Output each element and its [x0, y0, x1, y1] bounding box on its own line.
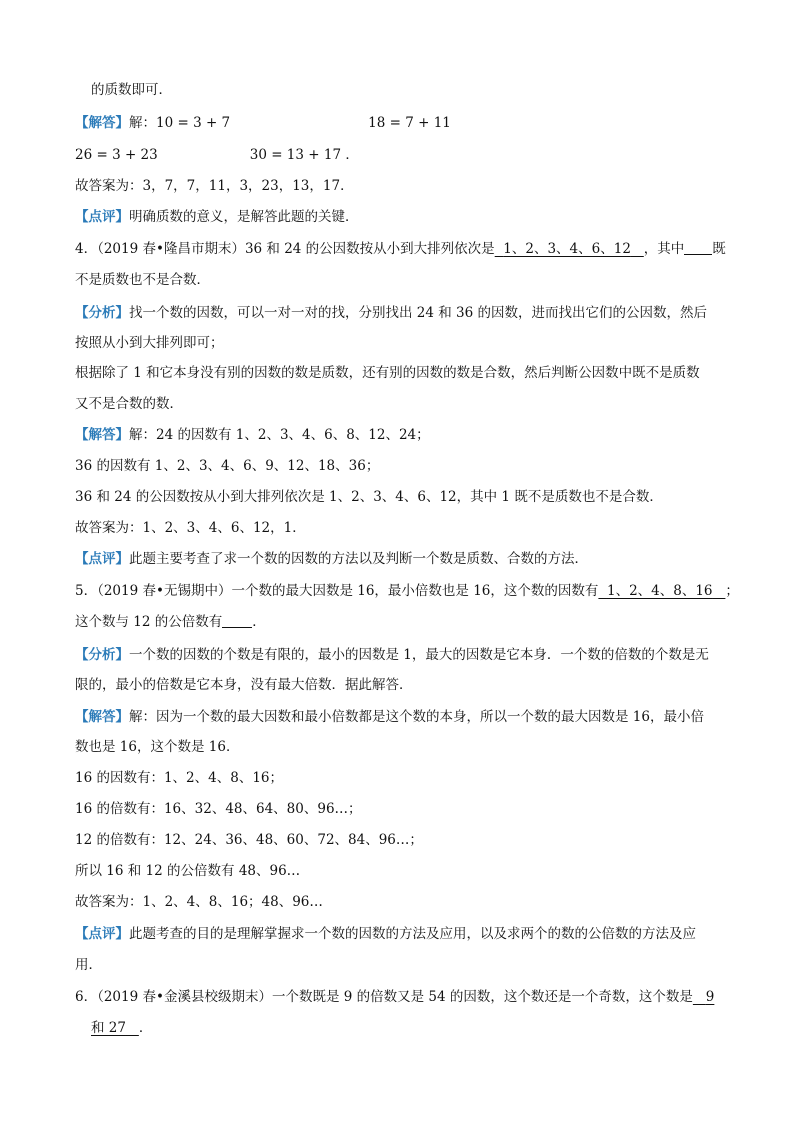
- q4-solution-3: 36 和 24 的公因数按从小到大排列依次是 1、2、3、4、6、12，其中 1 既不是质数也不是合数．: [75, 489, 663, 505]
- q3-cont-text: 的质数即可．: [91, 82, 172, 98]
- q6-blank-1: 9: [705, 989, 715, 1005]
- q5-review-2: 用．: [75, 957, 102, 973]
- q4-review: 【点评】此题主要考查了求一个数的因数的方法以及判断一个数是质数、合数的方法．: [75, 551, 588, 567]
- q3-answer-line-1: [75, 112, 734, 134]
- q3-final-answer: 故答案为：3，7，7，11，3，23，13，17．: [75, 178, 354, 194]
- q5-blank-1: 1、2、4、8、16: [606, 583, 713, 599]
- q6-stem-line-2: 和 27 ．: [91, 1020, 153, 1036]
- analysis-tag: 【分析】: [75, 305, 129, 321]
- q5-solution-5: 12 的倍数有：12、24、36、48、60、72、84、96…；: [75, 832, 423, 848]
- q3-answer-line-2: [75, 144, 734, 166]
- q5-solution-1: 【解答】解：因为一个数的最大因数和最小倍数都是这个数的本身，所以一个数的最大因数是 16，最小倍: [75, 709, 704, 725]
- q4-final-answer: 故答案为：1、2、3、4、6、12，1．: [75, 520, 306, 536]
- q4-solution-1: 【解答】解：24 的因数有 1、2、3、4、6、8、12、24；: [75, 427, 430, 443]
- q5-solution-2: 数也是 16，这个数是 16．: [75, 739, 240, 755]
- q5-review-1: 【点评】此题考查的目的是理解掌握求一个数的因数的方法及应用，以及求两个的数的公倍数的方法及应: [75, 926, 696, 942]
- review-tag: 【点评】: [75, 551, 129, 567]
- q4-blank-2: [684, 240, 712, 255]
- q4-analysis-4: 又不是合数的数．: [75, 396, 183, 412]
- q5-solution-3: 16 的因数有：1、2、4、8、16；: [75, 770, 284, 786]
- q5-analysis-2: 限的，最小的倍数是它本身，没有最大倍数．据此解答．: [75, 677, 413, 693]
- q3-continuation: [91, 79, 734, 101]
- q4-analysis-3: 根据除了 1 和它本身没有别的因数的数是质数，还有别的因数的数是合数，然后判断公因数中既不是质数: [75, 365, 700, 381]
- q5-solution-6: 所以 16 和 12 的公倍数有 48、96…: [75, 863, 301, 879]
- review-tag: 【点评】: [75, 926, 129, 942]
- q3-answer-d: 30 = 13 + 17 ．: [249, 147, 359, 163]
- q6-blank-2: 和 27: [91, 1020, 126, 1036]
- answer-tag: 【解答】: [75, 709, 129, 725]
- q3-answer-a: 解：10 = 3 + 7: [129, 115, 231, 131]
- q4-analysis-1: 【分析】找一个数的因数，可以一对一对的找，分别找出 24 和 36 的因数，进而找出它们的公因数，然后: [75, 305, 708, 321]
- q5-blank-2: [222, 613, 252, 628]
- answer-tag: 【解答】: [75, 115, 129, 131]
- q6-stem-line-1: 6．（2019 春•金溪县校级期末）一个数既是 9 的倍数又是 54 的因数，这个数还是一个奇数，这个数是 9: [75, 989, 715, 1005]
- q5-solution-4: 16 的倍数有：16、32、48、64、80、96…；: [75, 801, 362, 817]
- analysis-tag: 【分析】: [75, 647, 129, 663]
- q5-final-answer: 故答案为：1、2、4、8、16；48、96…: [75, 894, 323, 910]
- answer-tag: 【解答】: [75, 427, 129, 443]
- q4-blank-1: 1、2、3、4、6、12: [503, 241, 631, 257]
- q3-answer-b: 18 = 7 + 11: [368, 115, 451, 131]
- q4-stem-line-1: 4．（2019 春•隆昌市期末）36 和 24 的公因数按从小到大排列依次是 1、2、3、4、6、12 ，其中 既: [75, 241, 726, 257]
- q3-answer-c: 26 = 3 + 23: [75, 147, 158, 163]
- review-tag: 【点评】: [75, 209, 129, 225]
- q5-stem-line-2: 这个数与 12 的公倍数有 ．: [75, 614, 266, 630]
- q4-stem-line-2: 不是质数也不是合数．: [75, 272, 210, 288]
- q4-solution-2: 36 的因数有 1、2、3、4、6、9、12、18、36；: [75, 458, 380, 474]
- q5-stem-line-1: 5．（2019 春•无锡期中）一个数的最大因数是 16，最小倍数也是 16，这个数的因数有 1、2、4、8、16 ；: [75, 583, 739, 599]
- q4-analysis-2: 按照从小到大排列即可；: [75, 335, 224, 351]
- q5-analysis-1: 【分析】一个数的因数的个数是有限的，最小的因数是 1，最大的因数是它本身．一个数的倍数的个数是无: [75, 647, 709, 663]
- q3-review: 【点评】明确质数的意义，是解答此题的关键．: [75, 209, 359, 225]
